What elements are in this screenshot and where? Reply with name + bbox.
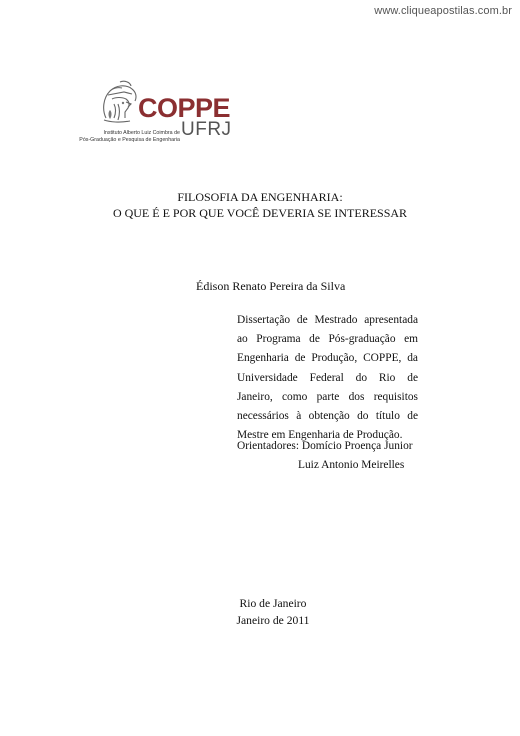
logo-coppe-text: COPPE [138, 93, 231, 123]
institute-line-1: Instituto Alberto Luiz Coimbra de [103, 130, 180, 136]
publication-date: Janeiro de 2011 [236, 614, 310, 627]
watermark-url: www.cliqueapostilas.com.br [374, 5, 512, 17]
coppe-ufrj-logo [78, 78, 258, 148]
logo-institute-caption [70, 130, 180, 144]
advisors-line-1: Orientadores: Domício Proença Junior [237, 440, 413, 452]
dissertation-statement: Dissertação de Mestrado apresentada ao Programa de Pós-graduação em Engenharia de Produção, COPPE, da Universidade Federal do Rio de Janeiro, como parte dos requisitos necessários à obtenção do título de Mestre em Engenharia de Produção. [237, 314, 418, 442]
logo-ufrj-text: UFRJ [181, 119, 232, 140]
title-line-1: FILOSOFIA DA ENGENHARIA: [177, 190, 343, 204]
minerva-head-icon [98, 80, 142, 126]
institute-line-2: Pós-Graduação e Pesquisa de Engenharia [79, 137, 180, 143]
place-city: Rio de Janeiro [239, 597, 307, 610]
advisors-line-2: Luiz Antonio Meirelles [298, 459, 405, 471]
author-name: Édison Renato Pereira da Silva [196, 279, 346, 293]
title-line-2: O QUE É E POR QUE VOCÊ DEVERIA SE INTERESSAR [112, 206, 408, 220]
